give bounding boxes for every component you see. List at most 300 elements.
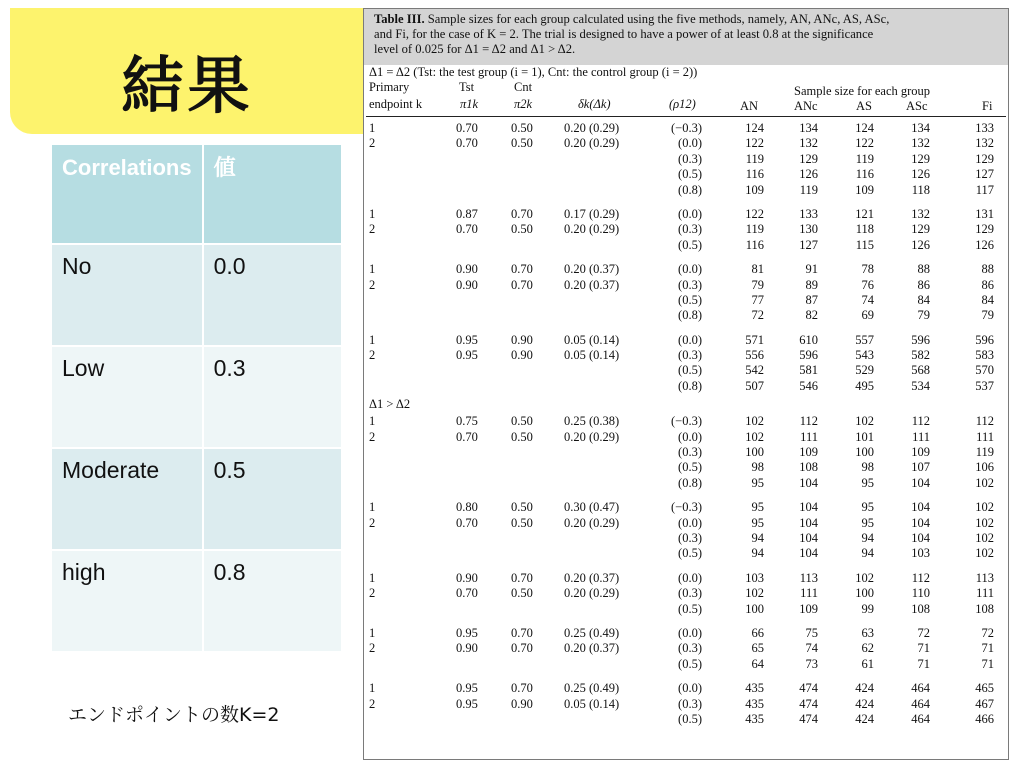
rho-value: (0.0) (678, 332, 702, 347)
asc-value: 134 (911, 121, 930, 135)
correlation-label: No (52, 245, 204, 347)
table-row (364, 641, 1008, 656)
asc-value: 596 (911, 332, 930, 347)
an-value: 102 (745, 586, 764, 601)
asc-value: 84 (917, 292, 930, 307)
fi-value: 88 (981, 262, 994, 277)
endpoint-k: 2 (369, 136, 376, 151)
delta-value: 0.20 (0.29) (564, 429, 620, 444)
an-value: 72 (751, 308, 764, 323)
an-value: 64 (751, 656, 764, 671)
fi-value: 126 (975, 237, 994, 252)
table-row (364, 602, 1008, 617)
fi-value: 106 (975, 460, 994, 475)
rho-value: (0.3) (678, 348, 702, 363)
cnt-value: 0.70 (511, 206, 533, 221)
table-row (364, 136, 1008, 151)
asc-value: 71 (917, 641, 930, 656)
table-row (364, 278, 1008, 293)
an-value: 66 (751, 625, 764, 640)
rho-value: (0.0) (678, 570, 702, 585)
header-rule (366, 116, 1006, 117)
tst-value: 0.90 (456, 277, 478, 292)
as-value: 124 (855, 121, 874, 135)
as-value: 100 (855, 586, 874, 601)
anc-value: 546 (799, 378, 818, 393)
fi-value: 102 (975, 500, 994, 515)
an-value: 116 (745, 167, 764, 182)
table-row (364, 121, 1008, 136)
tst-value: 0.70 (456, 429, 478, 444)
header-asc: ASc (906, 99, 928, 113)
delta-value: 0.20 (0.29) (564, 222, 620, 237)
delta-value: 0.20 (0.37) (564, 277, 620, 292)
as-value: 102 (855, 414, 874, 429)
fi-value: 129 (975, 151, 994, 166)
an-value: 435 (745, 696, 764, 711)
as-value: 543 (855, 348, 874, 363)
fi-value: 537 (975, 378, 994, 393)
asc-value: 108 (911, 601, 930, 616)
an-value: 507 (745, 378, 764, 393)
asc-value: 464 (911, 711, 930, 726)
rho-value: (0.5) (678, 167, 702, 182)
group-gap (364, 672, 1008, 681)
anc-value: 109 (799, 445, 818, 460)
anc-value: 474 (799, 696, 818, 711)
fi-value: 570 (975, 363, 994, 378)
header-value: 値 (204, 145, 341, 245)
asc-value: 464 (911, 696, 930, 711)
asc-value: 112 (911, 414, 930, 429)
asc-value: 86 (917, 277, 930, 292)
header-an: AN (740, 99, 759, 113)
an-value: 122 (745, 136, 764, 151)
delta-value: 0.20 (0.29) (564, 121, 620, 135)
table-row (364, 363, 1008, 378)
endpoint-k: 1 (369, 570, 376, 585)
delta-value: 0.25 (0.49) (564, 681, 620, 696)
header-pi1: π1k (460, 97, 479, 111)
tst-value: 0.87 (456, 206, 478, 221)
title-box (10, 8, 365, 134)
table-row (52, 449, 341, 551)
paper-table-image (363, 8, 1009, 760)
as-value: 74 (861, 292, 874, 307)
rho-value: (0.0) (678, 262, 702, 277)
fi-value: 102 (975, 515, 994, 530)
asc-value: 132 (911, 136, 930, 151)
delta-value: 0.05 (0.14) (564, 348, 620, 363)
as-value: 94 (861, 530, 874, 545)
rho-value: (0.5) (678, 363, 702, 378)
tst-value: 0.75 (456, 414, 478, 429)
anc-value: 104 (799, 475, 818, 490)
anc-value: 134 (799, 121, 818, 135)
as-value: 99 (861, 601, 874, 616)
asc-value: 112 (911, 570, 930, 585)
endpoint-k: 2 (369, 277, 376, 292)
fi-value: 86 (981, 277, 994, 292)
as-value: 557 (855, 332, 874, 347)
an-value: 95 (751, 500, 764, 515)
caption-line-2: and Fi, for the case of K = 2. The trial is designed to have a power of at least 0.8 at the significance (374, 27, 874, 41)
fi-value: 127 (975, 167, 994, 182)
tst-value: 0.80 (456, 500, 478, 515)
endpoint-k: 1 (369, 625, 376, 640)
table-caption (364, 9, 1008, 65)
as-value: 424 (855, 681, 874, 696)
cnt-value: 0.70 (511, 277, 533, 292)
as-value: 61 (861, 656, 874, 671)
rho-value: (−0.3) (671, 414, 702, 429)
anc-value: 596 (799, 348, 818, 363)
delta-value: 0.25 (0.49) (564, 625, 620, 640)
endpoint-k: 1 (369, 206, 376, 221)
table-row (364, 476, 1008, 491)
fi-value: 465 (975, 681, 994, 696)
correlation-value: 0.5 (204, 449, 341, 551)
endpoint-k: 2 (369, 641, 376, 656)
anc-value: 91 (805, 262, 818, 277)
rho-value: (0.8) (678, 378, 702, 393)
anc-value: 87 (805, 292, 818, 307)
table-row (364, 207, 1008, 222)
cnt-value: 0.70 (511, 625, 533, 640)
fi-value: 71 (981, 641, 994, 656)
cnt-value: 0.50 (511, 515, 533, 530)
group-gap (364, 562, 1008, 571)
header-cnt: Cnt (514, 80, 533, 94)
section-greater-label: Δ1 > Δ2 (369, 397, 411, 412)
asc-value: 126 (911, 237, 930, 252)
cnt-value: 0.90 (511, 332, 533, 347)
rho-value: (−0.3) (671, 121, 702, 135)
delta-value: 0.20 (0.29) (564, 515, 620, 530)
rho-value: (0.0) (678, 136, 702, 151)
anc-value: 129 (799, 151, 818, 166)
endpoint-k: 1 (369, 262, 376, 277)
anc-value: 104 (799, 515, 818, 530)
cnt-value: 0.70 (511, 681, 533, 696)
section-greater-rows (364, 414, 1008, 727)
as-value: 69 (861, 308, 874, 323)
table-row (52, 347, 341, 449)
anc-value: 132 (799, 136, 818, 151)
anc-value: 82 (805, 308, 818, 323)
anc-value: 73 (805, 656, 818, 671)
delta-value: 0.20 (0.29) (564, 136, 620, 151)
tst-value: 0.90 (456, 641, 478, 656)
asc-value: 109 (911, 445, 930, 460)
tst-value: 0.70 (456, 222, 478, 237)
table-row (364, 516, 1008, 531)
correlation-header-row (52, 145, 341, 245)
header-tst: Tst (459, 80, 475, 94)
rho-value: (0.5) (678, 292, 702, 307)
correlation-value: 0.0 (204, 245, 341, 347)
an-value: 95 (751, 515, 764, 530)
anc-value: 109 (799, 601, 818, 616)
as-value: 95 (861, 515, 874, 530)
table-row (364, 712, 1008, 727)
rho-value: (0.3) (678, 586, 702, 601)
fi-value: 112 (975, 414, 994, 429)
group-gap (364, 253, 1008, 262)
anc-value: 127 (799, 237, 818, 252)
header-anc: ANc (794, 99, 818, 113)
group-gap (364, 491, 1008, 500)
cnt-value: 0.70 (511, 641, 533, 656)
tst-value: 0.95 (456, 348, 478, 363)
as-value: 102 (855, 570, 874, 585)
table-row (364, 546, 1008, 561)
rho-value: (0.0) (678, 625, 702, 640)
delta-value: 0.20 (0.29) (564, 586, 620, 601)
caption-line-3: level of 0.025 for Δ1 = Δ2 and Δ1 > Δ2. (374, 42, 576, 56)
endpoint-k: 2 (369, 429, 376, 444)
cnt-value: 0.50 (511, 500, 533, 515)
correlation-label: Moderate (52, 449, 204, 551)
asc-value: 104 (911, 500, 930, 515)
fi-value: 102 (975, 546, 994, 561)
group-gap (364, 324, 1008, 333)
rho-value: (0.3) (678, 445, 702, 460)
as-value: 63 (861, 625, 874, 640)
header-endpoint: endpoint k (369, 97, 423, 111)
rho-value: (0.5) (678, 711, 702, 726)
cnt-value: 0.70 (511, 262, 533, 277)
table-row (364, 238, 1008, 253)
an-value: 94 (751, 530, 764, 545)
anc-value: 474 (799, 681, 818, 696)
endpoint-k: 1 (369, 332, 376, 347)
rho-value: (0.0) (678, 206, 702, 221)
header-delta: δk(Δk) (578, 97, 611, 111)
table-row (364, 152, 1008, 167)
cnt-value: 0.50 (511, 586, 533, 601)
an-value: 435 (745, 711, 764, 726)
rho-value: (0.5) (678, 460, 702, 475)
header-correlations: Correlations (52, 145, 204, 245)
rho-value: (0.8) (678, 182, 702, 197)
asc-value: 71 (917, 656, 930, 671)
anc-value: 74 (805, 641, 818, 656)
asc-value: 104 (911, 475, 930, 490)
asc-value: 110 (911, 586, 930, 601)
anc-value: 474 (799, 711, 818, 726)
anc-value: 111 (800, 429, 818, 444)
rho-value: (0.3) (678, 530, 702, 545)
table-row (364, 571, 1008, 586)
rho-value: (0.5) (678, 237, 702, 252)
tst-value: 0.90 (456, 570, 478, 585)
asc-value: 129 (911, 151, 930, 166)
rho-value: (0.3) (678, 151, 702, 166)
an-value: 65 (751, 641, 764, 656)
anc-value: 111 (800, 586, 818, 601)
table-row (364, 460, 1008, 475)
fi-value: 71 (981, 656, 994, 671)
delta-value: 0.20 (0.37) (564, 570, 620, 585)
delta-value: 0.25 (0.38) (564, 414, 620, 429)
anc-value: 133 (799, 206, 818, 221)
an-value: 571 (745, 332, 764, 347)
as-value: 109 (855, 182, 874, 197)
delta-value: 0.30 (0.47) (564, 500, 620, 515)
caption-line-1: Sample sizes for each group calculated using the five methods, namely, AN, ANc, AS, ASc, (427, 12, 890, 26)
as-value: 122 (855, 136, 874, 151)
endpoint-k: 2 (369, 515, 376, 530)
an-value: 98 (751, 460, 764, 475)
section-equal-label: Δ1 = Δ2 (Tst: the test group (i = 1), Cnt: the control group (i = 2)) (369, 65, 698, 79)
anc-value: 112 (799, 414, 818, 429)
as-value: 100 (855, 445, 874, 460)
an-value: 556 (745, 348, 764, 363)
asc-value: 534 (911, 378, 930, 393)
endpoint-count-note: エンドポイントの数K=2 (68, 704, 280, 726)
as-value: 119 (855, 151, 874, 166)
anc-value: 108 (799, 460, 818, 475)
endpoint-k: 2 (369, 696, 376, 711)
endpoint-k: 1 (369, 414, 376, 429)
table-row (364, 308, 1008, 323)
as-value: 95 (861, 475, 874, 490)
anc-value: 75 (805, 625, 818, 640)
an-value: 100 (745, 601, 764, 616)
rho-value: (0.0) (678, 429, 702, 444)
an-value: 109 (745, 182, 764, 197)
anc-value: 89 (805, 277, 818, 292)
endpoint-k: 1 (369, 500, 376, 515)
cnt-value: 0.50 (511, 121, 533, 135)
header-fi: Fi (982, 99, 993, 113)
as-value: 116 (855, 167, 874, 182)
fi-value: 111 (976, 429, 994, 444)
fi-value: 79 (981, 308, 994, 323)
anc-value: 126 (799, 167, 818, 182)
asc-value: 72 (917, 625, 930, 640)
fi-value: 108 (975, 601, 994, 616)
as-value: 95 (861, 500, 874, 515)
rho-value: (0.8) (678, 475, 702, 490)
fi-value: 117 (975, 182, 994, 197)
fi-value: 84 (981, 292, 994, 307)
rho-value: (0.8) (678, 308, 702, 323)
cnt-value: 0.70 (511, 570, 533, 585)
table-row (364, 697, 1008, 712)
anc-value: 104 (799, 530, 818, 545)
asc-value: 104 (911, 530, 930, 545)
tst-value: 0.70 (456, 515, 478, 530)
table-row (364, 657, 1008, 672)
rho-value: (0.5) (678, 656, 702, 671)
fi-value: 596 (975, 332, 994, 347)
fi-value: 119 (975, 445, 994, 460)
an-value: 119 (745, 222, 764, 237)
endpoint-k: 2 (369, 348, 376, 363)
cnt-value: 0.50 (511, 222, 533, 237)
as-value: 115 (855, 237, 874, 252)
as-value: 94 (861, 546, 874, 561)
cnt-value: 0.50 (511, 429, 533, 444)
endpoint-k: 1 (369, 681, 376, 696)
tst-value: 0.95 (456, 332, 478, 347)
cnt-value: 0.50 (511, 414, 533, 429)
anc-value: 119 (799, 182, 818, 197)
an-value: 94 (751, 546, 764, 561)
tst-value: 0.95 (456, 696, 478, 711)
an-value: 122 (745, 206, 764, 221)
delta-value: 0.17 (0.29) (564, 206, 620, 221)
as-value: 62 (861, 641, 874, 656)
table-row (364, 430, 1008, 445)
asc-value: 132 (911, 206, 930, 221)
delta-value: 0.05 (0.14) (564, 696, 620, 711)
table-row (364, 626, 1008, 641)
asc-value: 79 (917, 308, 930, 323)
table-row (52, 551, 341, 653)
asc-value: 464 (911, 681, 930, 696)
anc-value: 113 (799, 570, 818, 585)
correlation-value: 0.8 (204, 551, 341, 653)
cnt-value: 0.90 (511, 348, 533, 363)
rho-value: (0.0) (678, 515, 702, 530)
rho-value: (0.3) (678, 641, 702, 656)
fi-value: 102 (975, 475, 994, 490)
tst-value: 0.70 (456, 136, 478, 151)
asc-value: 582 (911, 348, 930, 363)
section-equal-rows (364, 121, 1008, 394)
header-rho: (ρ12) (669, 97, 696, 111)
anc-value: 104 (799, 546, 818, 561)
asc-value: 129 (911, 222, 930, 237)
table-row (364, 348, 1008, 363)
table-row (364, 222, 1008, 237)
an-value: 435 (745, 681, 764, 696)
table-row (364, 262, 1008, 277)
table-row (364, 183, 1008, 198)
table-row (364, 333, 1008, 348)
asc-value: 568 (911, 363, 930, 378)
fi-value: 131 (975, 206, 994, 221)
correlation-table (52, 145, 341, 653)
fi-value: 133 (975, 121, 994, 135)
an-value: 102 (745, 414, 764, 429)
rho-value: (0.3) (678, 277, 702, 292)
correlation-label: high (52, 551, 204, 653)
delta-value: 0.20 (0.37) (564, 262, 620, 277)
as-value: 495 (855, 378, 874, 393)
fi-value: 466 (975, 711, 994, 726)
an-value: 124 (745, 121, 764, 135)
slide-title: 結果 (121, 49, 254, 122)
an-value: 100 (745, 445, 764, 460)
asc-value: 118 (911, 182, 930, 197)
rho-value: (0.0) (678, 681, 702, 696)
table-row (364, 531, 1008, 546)
an-value: 77 (751, 292, 764, 307)
asc-value: 88 (917, 262, 930, 277)
tst-value: 0.95 (456, 681, 478, 696)
asc-value: 103 (911, 546, 930, 561)
table-row (364, 293, 1008, 308)
header-sample-size: Sample size for each group (794, 84, 931, 98)
rho-value: (−0.3) (671, 500, 702, 515)
table-row (364, 379, 1008, 394)
fi-value: 72 (981, 625, 994, 640)
asc-value: 107 (911, 460, 930, 475)
